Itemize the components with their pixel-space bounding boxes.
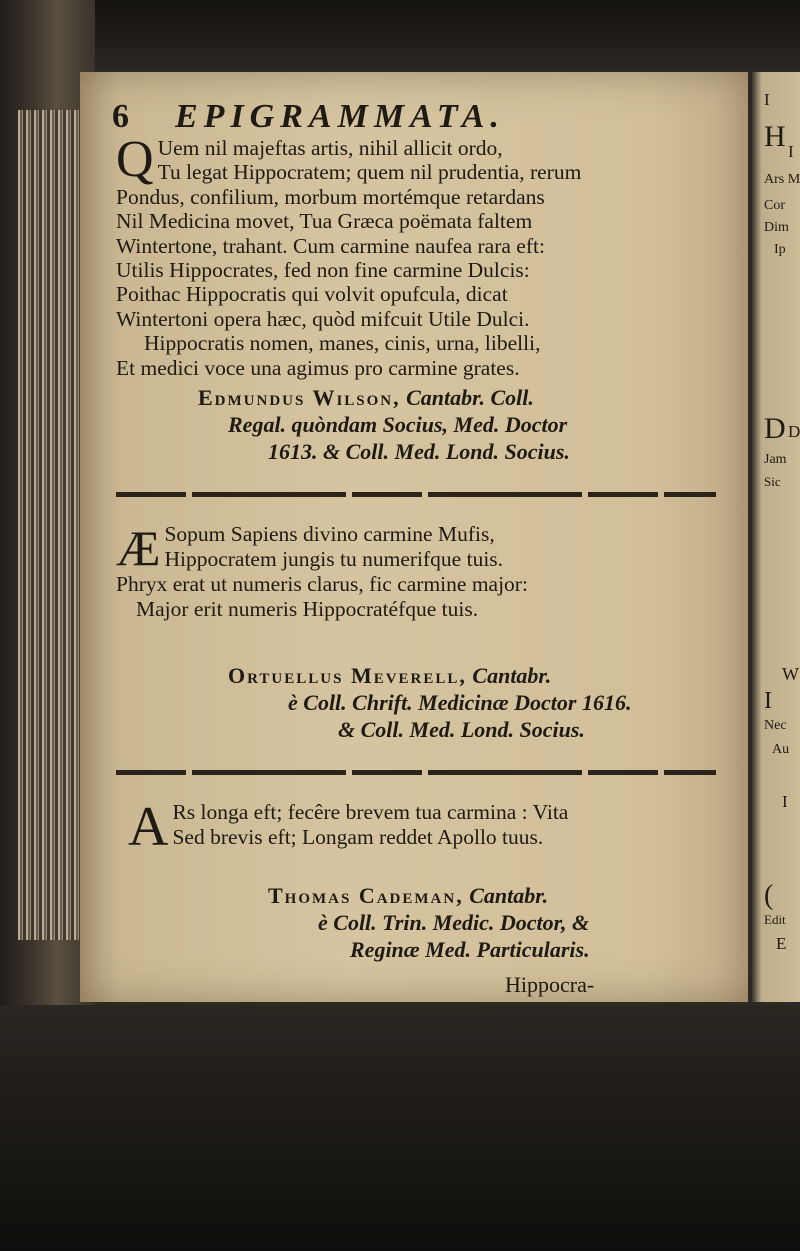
verse-line: Poithac Hippocratis qui volvit opufcula, dicat [116, 282, 508, 307]
verse-line: Hippocratis nomen, manes, cinis, urna, libelli, [144, 331, 541, 356]
fragment: I [788, 142, 794, 161]
verse-line: Utilis Hippocrates, fed non fine carmine Dulcis: [116, 257, 530, 282]
verse-line: Sed brevis eft; Longam reddet Apollo tuus. [172, 825, 544, 849]
fragment: Ip [774, 242, 786, 257]
verse-line: Wintertoni opera hæc, quòd mifcuit Utile Dulci. [116, 306, 530, 331]
fragment: E [776, 934, 787, 953]
running-header [112, 98, 505, 136]
author-title: Cantabr. Coll. [406, 385, 534, 410]
author-title: è Coll. Trin. Medic. Doctor, & [318, 910, 590, 935]
fragment: Ars M [764, 172, 800, 187]
fragment: H [764, 120, 786, 153]
poem-cademan [128, 796, 569, 858]
section-rule [116, 770, 716, 775]
catchword: Hippocra- [505, 972, 595, 997]
fragment: ( [764, 880, 774, 911]
author-title: Regal. quòndam Socius, Med. Doctor [228, 412, 568, 437]
fragment: Jam [764, 452, 787, 467]
author-cademan [268, 882, 590, 963]
poem-meverell [116, 522, 528, 622]
fragment: Cor [764, 198, 785, 213]
verse-line: Tu legat Hippocratem; quem nil prudentia, rerum [157, 160, 582, 185]
verse-line: Nil Medicina movet, Tua Græca poëmata faltem [116, 209, 533, 234]
fragment: W [782, 664, 799, 684]
author-title: Cantabr. [469, 883, 549, 908]
drop-cap: Q [116, 131, 154, 188]
fragment: Sic [764, 474, 781, 489]
author-name: Thomas Cademan, [268, 883, 464, 908]
author-wilson [198, 384, 570, 465]
author-title: Reginæ Med. Particularis. [350, 937, 590, 962]
author-title: Cantabr. [472, 663, 552, 688]
author-title: è Coll. Chrift. Medicinæ Doctor 1616. [288, 690, 632, 715]
verse-line: Uem nil majeftas artis, nihil allicit ordo, [157, 136, 503, 160]
drop-cap: Æ [116, 520, 161, 576]
verse-line: Pondus, confilium, morbum mortémque retardans [116, 184, 545, 209]
author-name: Ortuellus Meverell, [228, 663, 467, 688]
fragment: Edit [764, 912, 786, 927]
running-head-title: EPIGRAMMATA. [175, 98, 505, 135]
fragment: I [764, 688, 772, 714]
scan-bottom-edge [0, 1005, 800, 1251]
verse-line: Major erit numeris Hippocratéfque tuis. [136, 597, 479, 621]
verse-line: Rs longa eft; fecêre brevem tua carmina : Vita [172, 800, 569, 824]
page-edges [18, 110, 88, 940]
page-number: 6 [112, 98, 135, 135]
verse-line: Et medici voce una agimus pro carmine grates. [116, 355, 520, 380]
fragment: D [764, 412, 786, 445]
author-title: 1613. & Coll. Med. Lond. Socius. [268, 439, 570, 464]
author-title: & Coll. Med. Lond. Socius. [338, 717, 585, 742]
book-page [80, 72, 748, 1002]
fragment: D [788, 422, 800, 441]
verse-line: Hippocratem jungis tu numerifque tuis. [164, 547, 504, 571]
fragment: Au [772, 742, 790, 757]
poem-wilson [116, 131, 582, 380]
fragment: Dim [764, 220, 789, 235]
fragment: I [782, 792, 788, 811]
verse-line: Wintertone, trahant. Cum carmine naufea rara eft: [116, 233, 545, 258]
verse-line: Phryx erat ut numeris clarus, fic carmine major: [116, 572, 528, 596]
scan-top-edge [0, 0, 800, 70]
author-meverell [228, 662, 631, 743]
author-name: Edmundus Wilson, [198, 385, 401, 410]
fragment: I [764, 90, 770, 109]
drop-cap: A [128, 796, 169, 858]
section-rule [116, 492, 716, 497]
verse-line: Sopum Sapiens divino carmine Mufis, [164, 522, 495, 546]
facing-page-edge [752, 72, 800, 1002]
fragment: Nec [764, 718, 787, 733]
